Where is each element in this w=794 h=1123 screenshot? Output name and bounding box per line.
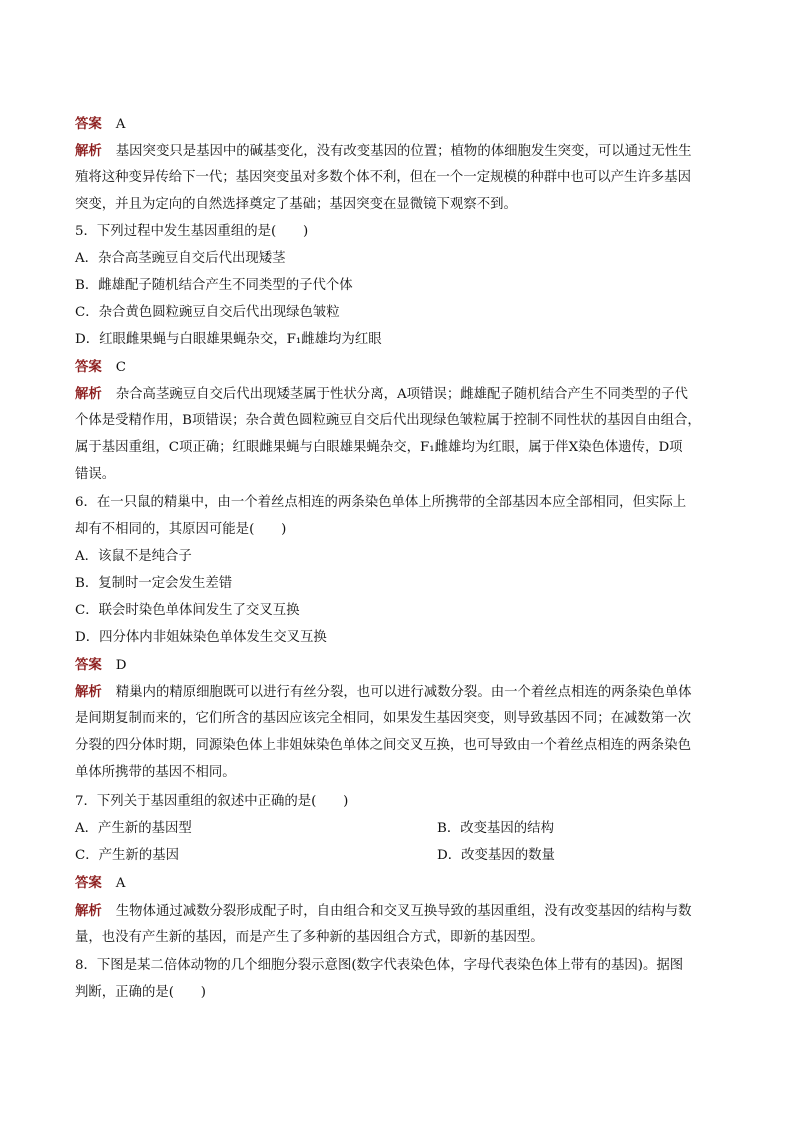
- analysis-text: 个体是受精作用，B项错误；杂合黄色圆粒豌豆自交后代出现绿色皱粒属于控制不同性状的基因自由组合，: [75, 413, 701, 428]
- answer-value: D: [115, 658, 127, 673]
- answer-line: [75, 652, 127, 678]
- q7-options-row: [75, 843, 555, 869]
- analysis-text: 殖将这种变异传给下一代；基因突变虽对多数个体不利，但在一个一定规模的种群中也可以产生许多基因: [75, 170, 691, 185]
- answer-value: A: [115, 117, 126, 132]
- analysis-text: 精巢内的精原细胞既可以进行有丝分裂，也可以进行减数分裂。由一个着丝点相连的两条染色单体: [115, 685, 692, 700]
- q7-option-b: B．改变基因的结构: [437, 821, 554, 836]
- question-5-stem: 5．下列过程中发生基因重组的是( ): [75, 224, 309, 239]
- question-8-stem: 判断，正确的是( ): [75, 985, 206, 1000]
- analysis-text: 是间期复制而来的，它们所含的基因应该完全相同，如果发生基因突变，则导致基因不同；在减数第一次: [75, 711, 691, 726]
- question-7-stem: 7．下列关于基因重组的叙述中正确的是( ): [75, 794, 349, 809]
- analysis-text: 属于基因重组，C项正确；红眼雌果蝇与白眼雄果蝇杂交，F₁雌雄均为红眼，属于伴X染色体遗传，D项: [75, 440, 683, 455]
- analysis-label: 解析: [75, 684, 102, 700]
- q5-option-c: C．杂合黄色圆粒豌豆自交后代出现绿色皱粒: [75, 305, 340, 320]
- q5-option-a: A．杂合高茎豌豆自交后代出现矮茎: [75, 251, 286, 266]
- analysis-text: 量，也没有产生新的基因，而是产生了多种新的基因组合方式，即新的基因型。: [75, 930, 544, 945]
- analysis-text: 错误。: [75, 467, 116, 482]
- question-8-stem: 8．下图是某二倍体动物的几个细胞分裂示意图(数字代表染色体，字母代表染色体上带有的基因)。据图: [75, 958, 684, 973]
- analysis-label: 解析: [75, 143, 102, 159]
- analysis-label: 解析: [75, 386, 102, 402]
- analysis-line: [75, 138, 692, 164]
- answer-label: 答案: [75, 875, 102, 891]
- analysis-line: [75, 381, 688, 407]
- q7-option-d: D．改变基因的数量: [437, 848, 555, 863]
- analysis-line: [75, 898, 692, 924]
- answer-line: [75, 354, 126, 380]
- analysis-text: 杂合高茎豌豆自交后代出现矮茎属于性状分离，A项错误；雌雄配子随机结合产生不同类型的子代: [115, 387, 688, 402]
- analysis-text: 分裂的四分体时期，同源染色体上非姐妹染色单体之间交叉互换，也可导致由一个着丝点相连的两条染色: [75, 738, 691, 753]
- analysis-text: 基因突变只是基因中的碱基变化，没有改变基因的位置；植物的体细胞发生突变，可以通过无性生: [115, 144, 692, 159]
- answer-line: [75, 111, 125, 137]
- answer-value: A: [115, 876, 126, 891]
- question-6-stem: 6．在一只鼠的精巢中，由一个着丝点相连的两条染色单体上所携带的全部基因本应全部相同，但实际上: [75, 495, 687, 510]
- q5-option-b: B．雌雄配子随机结合产生不同类型的子代个体: [75, 278, 353, 293]
- analysis-text: 突变，并且为定向的自然选择奠定了基础；基因突变在显微镜下观察不到。: [75, 197, 517, 212]
- analysis-text: 单体所携带的基因不相同。: [75, 765, 236, 780]
- q7-option-c: C．产生新的基因: [75, 848, 179, 863]
- question-6-stem: 却有不相同的，其原因可能是( ): [75, 522, 287, 537]
- q6-option-b: B．复制时一定会发生差错: [75, 576, 233, 591]
- q7-option-a: A．产生新的基因型: [75, 821, 192, 836]
- q5-option-d: D．红眼雌果蝇与白眼雄果蝇杂交，F₁雌雄均为红眼: [75, 332, 382, 347]
- analysis-label: 解析: [75, 903, 102, 919]
- analysis-line: [75, 679, 692, 705]
- q6-option-c: C．联会时染色单体间发生了交叉互换: [75, 603, 300, 618]
- q7-options-row: [75, 816, 554, 842]
- q6-option-d: D．四分体内非姐妹染色单体发生交叉互换: [75, 630, 327, 645]
- answer-label: 答案: [75, 359, 102, 375]
- answer-value: C: [115, 360, 127, 375]
- answer-label: 答案: [75, 116, 102, 132]
- answer-label: 答案: [75, 657, 102, 673]
- analysis-text: 生物体通过减数分裂形成配子时，自由组合和交叉互换导致的基因重组，没有改变基因的结构与数: [115, 904, 692, 919]
- q6-option-a: A．该鼠不是纯合子: [75, 549, 192, 564]
- answer-line: [75, 870, 125, 896]
